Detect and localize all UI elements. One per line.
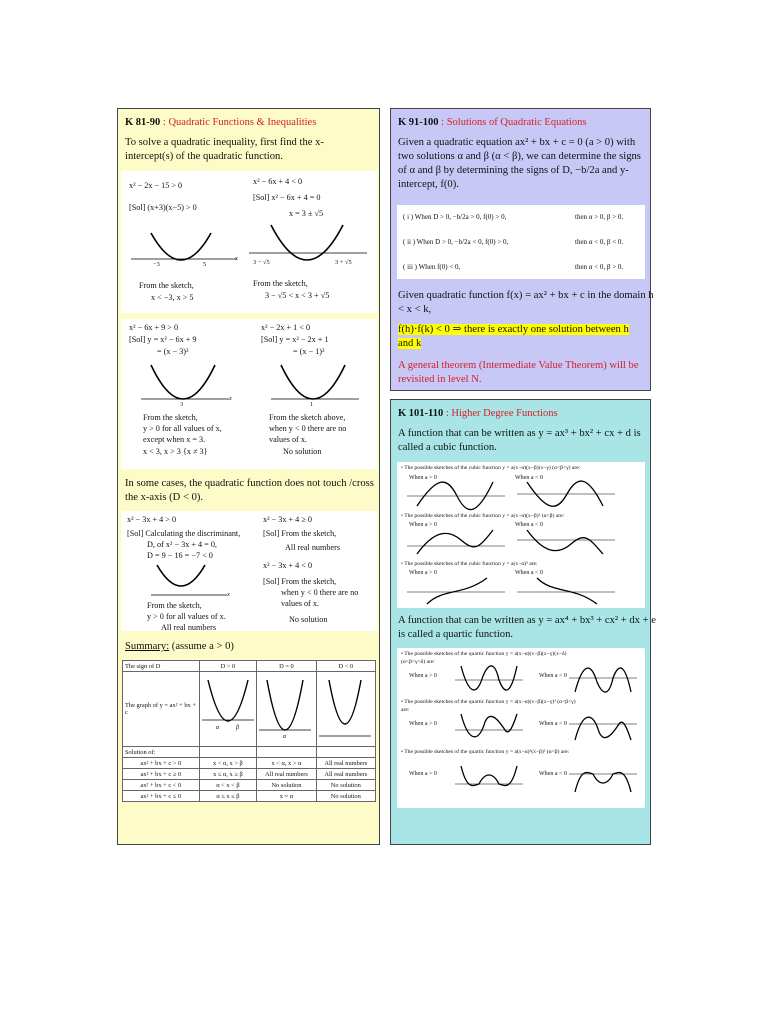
ex1-root2: 5 [203, 261, 207, 268]
summary-table [122, 660, 376, 802]
ex2-root1: 3 − √5 [253, 259, 270, 266]
section-code: K 101-110 [398, 408, 444, 419]
cubic-case2-caption: • The possible sketches of the cubic function y = a(x−α)(x−β)² (α<β) are: [401, 513, 565, 519]
table-cell: α < x < β [199, 780, 257, 791]
summary-heading [125, 641, 234, 652]
case3-condition: ( iii ) When f(0) < 0, [403, 263, 461, 271]
table-cell: The graph of y = ax² + bx + c [123, 672, 200, 747]
ex6-line7: values of x. [281, 599, 319, 608]
a-positive-label: When a > 0 [409, 475, 437, 481]
cubic-sketch [407, 482, 507, 506]
table-row [123, 769, 376, 780]
examples-box-2 [121, 319, 377, 469]
ex2-root2: 3 + √5 [335, 259, 352, 266]
ex2-line2: [Sol] x² − 6x + 4 = 0 [253, 193, 321, 202]
parabola-sketch [141, 363, 231, 403]
table-cell: No solution [316, 791, 375, 802]
ex6-line4: x² − 3x + 4 < 0 [263, 561, 313, 570]
section-code: K 81-90 [125, 117, 161, 128]
ex3-line2: [Sol] y = x² − 6x + 9 [129, 335, 197, 344]
parabola-sketch [319, 678, 371, 740]
ex3-conclusion1: From the sketch, [143, 413, 198, 422]
ex6-line3: All real numbers [285, 543, 341, 552]
ex2-line1: x² − 6x + 4 < 0 [253, 177, 303, 186]
ex1-line2: [Sol] (x+3)(x−5) > 0 [129, 203, 197, 212]
table-row [123, 747, 376, 758]
table-row [123, 672, 376, 747]
table-cell: All real numbers [316, 758, 375, 769]
table-cell: x = α [257, 791, 316, 802]
ex2-conclusion2: 3 − √5 < x < 3 + √5 [265, 291, 330, 300]
table-header-cell: D > 0 [199, 661, 257, 672]
ex1-conclusion1: From the sketch, [139, 281, 194, 290]
quartic-intro: A function that can be written as y = ax⁴ + bx³ + cx² + dx + e is called a quartic function. [398, 615, 656, 640]
parabola-sketch [259, 678, 311, 740]
section-title: : Quadratic Functions & Inequalities [160, 117, 317, 128]
summary-note: (assume a > 0) [169, 641, 234, 652]
ex4-line2: [Sol] y = x² − 2x + 1 [261, 335, 329, 344]
cubic-sketches-box [397, 462, 645, 608]
axis-x-label: x [227, 591, 230, 598]
ex5-line1: x² − 3x + 4 > 0 [127, 515, 177, 524]
a-positive-label: When a > 0 [409, 570, 437, 576]
cubic-intro: A function that can be written as y = ax³ + bx² + cx + d is called a cubic function. [398, 428, 641, 453]
panel-header [118, 109, 379, 128]
ex5-conclusion2: y > 0 for all values of x. [147, 612, 226, 621]
ex1-root1: −3 [153, 261, 160, 268]
a-positive-label: When a > 0 [409, 522, 437, 528]
ex3-line3: = (x − 3)² [157, 347, 189, 356]
cubic-sketch [517, 482, 617, 506]
panel-quadratic-equations [390, 108, 654, 391]
table-row [123, 661, 376, 672]
quartic-sketch [569, 666, 639, 692]
cubic-sketch [517, 578, 617, 604]
cubic-sketch [407, 578, 507, 604]
a-negative-label: When a < 0 [539, 771, 567, 777]
ex1-line1: x² − 2x − 15 > 0 [129, 181, 183, 190]
case2-result: then α < 0, β < 0. [575, 238, 624, 246]
panel-header [391, 109, 650, 128]
table-cell: ax² + bx + c ≥ 0 [123, 769, 200, 780]
ex4-conclusion4: No solution [283, 447, 322, 456]
ex4-conclusion3: values of x. [269, 435, 307, 444]
table-header-cell: D < 0 [316, 661, 375, 672]
cubic-case1-caption: • The possible sketches of the cubic function y = a(x−α)(x−β)(x−γ) (α<β<γ) are: [401, 465, 581, 471]
intro-text: To solve a quadratic inequality, first find the x-intercept(s) of the quadratic function. [125, 137, 324, 162]
table-cell: No solution [257, 780, 316, 791]
intro-text: Given a quadratic equation ax² + bx + c = 0 (a > 0) with two solutions α and β (α < β), we can determine the signs of α and β by determining the signs of D, −b/2a and y-intercept, f(0). [398, 137, 641, 190]
table-row [123, 780, 376, 791]
quartic-sketch [569, 766, 639, 792]
ex6-line6: when y < 0 there are no [281, 588, 359, 597]
ex1-conclusion2: x < −3, x > 5 [151, 293, 194, 302]
ex4-root: 1 [310, 401, 314, 408]
domain-text: Given quadratic function f(x) = ax² + bx + c in the domain h < x < k, [398, 290, 654, 315]
quartic-case2-caption: • The possible sketches of the quartic function y = a(x−α)(x−β)(x−γ)² (α<β<γ) are: [401, 699, 576, 713]
cubic-case3-caption: • The possible sketches of the cubic function y = a(x−α)³ are: [401, 561, 538, 567]
a-negative-label: When a < 0 [515, 475, 543, 481]
ex3-conclusion3: except when x = 3. [143, 435, 206, 444]
case2-condition: ( ii ) When D > 0, −b/2a < 0, f(0) > 0, [403, 238, 509, 246]
quartic-sketch [455, 666, 525, 692]
ex4-line1: x² − 2x + 1 < 0 [261, 323, 311, 332]
table-cell: All real numbers [316, 769, 375, 780]
table-cell [316, 747, 375, 758]
ex6-line8: No solution [289, 615, 328, 624]
ex5-conclusion3: All real numbers [161, 623, 217, 632]
ex5-line2: [Sol] Calculating the discriminant, [127, 529, 241, 538]
table-cell: No solution [316, 780, 375, 791]
ex3-conclusion4: x < 3, x > 3 {x ≠ 3} [143, 447, 208, 456]
axis-x-label: x [229, 395, 232, 402]
quartic-sketches-box [397, 648, 645, 808]
a-positive-label: When a > 0 [409, 673, 437, 679]
ex2-line3: x = 3 ± √5 [289, 209, 324, 218]
ex3-conclusion2: y > 0 for all values of x, [143, 424, 222, 433]
ex3-line1: x² − 6x + 9 > 0 [129, 323, 179, 332]
ivt-note: A general theorem (Intermediate Value Theorem) will be revisited in level N. [398, 360, 639, 385]
table-row [123, 758, 376, 769]
ex6-line2: [Sol] From the sketch, [263, 529, 337, 538]
table-header-cell: The sign of D [123, 661, 200, 672]
a-negative-label: When a < 0 [515, 522, 543, 528]
a-positive-label: When a > 0 [409, 771, 437, 777]
ex6-line1: x² − 3x + 4 ≥ 0 [263, 515, 312, 524]
cubic-sketch [517, 530, 617, 554]
panel-higher-degree [390, 399, 656, 845]
table-cell-graph [199, 672, 257, 747]
ex4-conclusion2: when y < 0 there are no [269, 424, 347, 433]
parabola-sketch [129, 229, 239, 279]
section-code: K 91-100 [398, 117, 439, 128]
examples-box-3 [121, 511, 377, 631]
cases-box [397, 205, 645, 279]
table-cell: ax² + bx + c ≤ 0 [123, 791, 200, 802]
a-negative-label: When a < 0 [539, 721, 567, 727]
ex6-line5: [Sol] From the sketch, [263, 577, 337, 586]
section-title: : Higher Degree Functions [443, 408, 558, 419]
beta-label: β [235, 725, 239, 731]
table-cell: x < α, x > β [199, 758, 257, 769]
ex5-line4: D = 9 − 16 = −7 < 0 [147, 551, 213, 560]
mid-text: In some cases, the quadratic function does not touch /cross the x-axis (D < 0). [125, 478, 374, 503]
table-cell: x < α, x > α [257, 758, 316, 769]
section-title: : Solutions of Quadratic Equations [438, 117, 587, 128]
ex4-line3: = (x − 1)² [293, 347, 325, 356]
alpha-label: α [283, 734, 287, 740]
case1-result: then α > 0, β > 0. [575, 213, 624, 221]
table-row [123, 791, 376, 802]
parabola-sketch [202, 678, 254, 740]
panel-quadratic-inequalities [117, 108, 380, 845]
a-positive-label: When a > 0 [409, 721, 437, 727]
table-cell-graph [316, 672, 375, 747]
ex5-conclusion1: From the sketch, [147, 601, 202, 610]
ivt-highlight [391, 323, 645, 351]
cubic-sketch [407, 530, 507, 554]
ex5-line3: D, of x² − 3x + 4 = 0, [147, 540, 217, 549]
table-cell: All real numbers [257, 769, 316, 780]
ivt-statement: f(h)·f(k) < 0 ⇒ there is exactly one solution between h and k [398, 324, 629, 349]
case3-result: then α < 0, β > 0. [575, 263, 624, 271]
summary-label: Summary: [125, 641, 170, 652]
axis-x-label: x [235, 255, 238, 262]
ex2-conclusion1: From the sketch, [253, 279, 308, 288]
a-negative-label: When a < 0 [515, 570, 543, 576]
a-negative-label: When a < 0 [539, 673, 567, 679]
case1-condition: ( i ) When D > 0, −b/2a > 0, f(0) > 0, [403, 213, 507, 221]
ex3-root: 3 [180, 401, 184, 408]
table-cell: x ≤ α, x ≥ β [199, 769, 257, 780]
examples-box-1 [121, 171, 377, 313]
table-cell: α ≤ x ≤ β [199, 791, 257, 802]
quartic-sketch [455, 766, 525, 792]
quartic-case3-caption: • The possible sketches of the quartic function y = a(x−α)²(x−β)² (α<β) are: [401, 749, 570, 755]
table-header-cell: D = 0 [257, 661, 316, 672]
alpha-label: α [215, 725, 219, 731]
panel-header [391, 400, 650, 419]
parabola-sketch [151, 565, 231, 599]
quartic-sketch [455, 714, 525, 740]
quartic-case1-caption: • The possible sketches of the quartic function y = a(x−α)(x−β)(x−γ)(x−δ) (α<β<γ<δ) are: [401, 651, 567, 665]
table-cell: ax² + bx + c < 0 [123, 780, 200, 791]
quartic-sketch [569, 714, 639, 740]
table-cell [199, 747, 257, 758]
table-cell [257, 747, 316, 758]
ex4-conclusion1: From the sketch above, [269, 413, 346, 422]
parabola-sketch [271, 363, 361, 403]
table-cell: ax² + bx + c > 0 [123, 758, 200, 769]
table-cell-graph [257, 672, 316, 747]
table-cell: Solution of: [123, 747, 200, 758]
